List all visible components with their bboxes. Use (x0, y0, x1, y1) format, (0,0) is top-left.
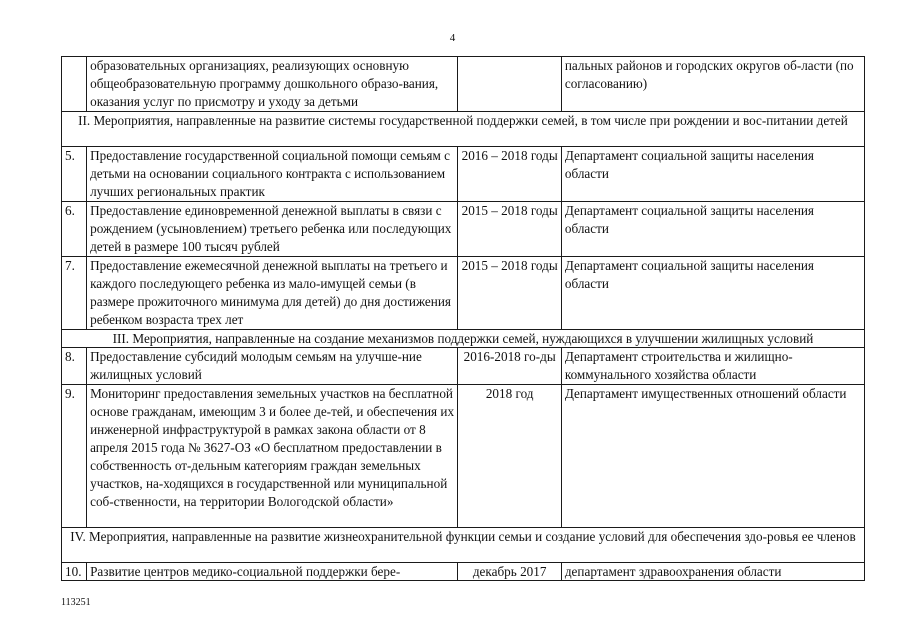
table-row (62, 348, 865, 385)
row-number-cell: 5. (62, 147, 87, 202)
page-number: 4 (449, 32, 456, 44)
section-heading-4: IV. Мероприятия, направленные на развитие жизнеохранительной функции семьи и создание условий для обеспечения здо-ровья ее членов (62, 528, 865, 563)
section-heading-2: II. Мероприятия, направленные на развитие системы государственной поддержки семей, в том числе при рождении и вос-питании детей (62, 112, 865, 147)
activity-cell: Мониторинг предоставления земельных участков на бесплатной основе гражданам, имеющим 3 и более де-тей, и обеспечения их инженерной инфраструктурой в рамках закона области от 8 апреля 2015 года № 3627-ОЗ «О бесплатном предоставлении в собственность от-дельным категориям граждан земельных участков, на-ходящихся в государственной или муниципальной соб-ственности, на территории Вологодской области» (87, 385, 458, 528)
responsible-cell: Департамент социальной защиты населения области (561, 202, 864, 257)
responsible-cell: департамент здравоохранения области (561, 563, 864, 581)
responsible-cell: Департамент социальной защиты населения области (561, 147, 864, 202)
table-row (62, 202, 865, 257)
table-row (62, 57, 865, 112)
activity-cell: Предоставление государственной социальной помощи семьям с детьми на основании социального контракта с использованием лучших региональных практик (87, 147, 458, 202)
table-row (62, 385, 865, 528)
term-cell: 2016-2018 го-ды (458, 348, 561, 385)
term-cell: 2015 – 2018 годы (458, 202, 561, 257)
measures-table (61, 56, 865, 581)
activity-cell: Предоставление субсидий молодым семьям на улучше-ние жилищных условий (87, 348, 458, 385)
row-number-cell (62, 57, 87, 112)
row-number-cell: 6. (62, 202, 87, 257)
term-cell (458, 57, 561, 112)
term-cell: 2018 год (458, 385, 561, 528)
responsible-cell: пальных районов и городских округов об-ласти (по согласованию) (561, 57, 864, 112)
table-row (62, 257, 865, 330)
row-number-cell: 9. (62, 385, 87, 528)
term-cell: декабрь 2017 (458, 563, 561, 581)
row-number-cell: 10. (62, 563, 87, 581)
section-heading-row (62, 112, 865, 147)
term-cell: 2016 – 2018 годы (458, 147, 561, 202)
table-row (62, 563, 865, 581)
responsible-cell: Департамент строительства и жилищно-коммунального хозяйства области (561, 348, 864, 385)
activity-cell: Развитие центров медико-социальной поддержки бере- (87, 563, 458, 581)
row-number-cell: 8. (62, 348, 87, 385)
table-row (62, 147, 865, 202)
document-code: 113251 (61, 597, 91, 608)
section-heading-row (62, 528, 865, 563)
responsible-cell: Департамент имущественных отношений области (561, 385, 864, 528)
activity-cell: Предоставление ежемесячной денежной выплаты на третьего и каждого последующего ребенка из мало-имущей семьи (в размере прожиточного минимума для детей) до дня достижения ребенком возраста трех лет (87, 257, 458, 330)
responsible-cell: Департамент социальной защиты населения области (561, 257, 864, 330)
row-number-cell: 7. (62, 257, 87, 330)
term-cell: 2015 – 2018 годы (458, 257, 561, 330)
section-heading-row (62, 330, 865, 348)
activity-cell: Предоставление единовременной денежной выплаты в связи с рождением (усыновлением) третьего ребенка или последующих детей в размере 100 тысяч рублей (87, 202, 458, 257)
activity-cell: образовательных организациях, реализующих основную общеобразовательную программу дошкольного образо-вания, оказания услуг по присмотру и уходу за детьми (87, 57, 458, 112)
section-heading-3: III. Мероприятия, направленные на создание механизмов поддержки семей, нуждающихся в улучшении жилищных условий (62, 330, 865, 348)
